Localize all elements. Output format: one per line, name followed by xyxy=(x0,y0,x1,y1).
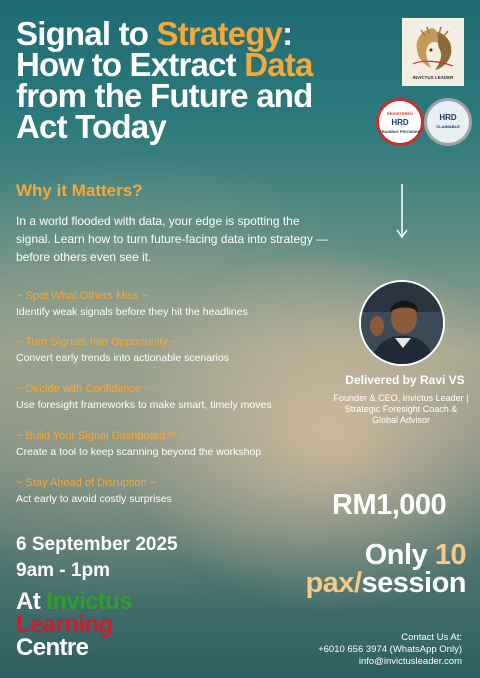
title-line2-a: How to Extract xyxy=(16,46,245,83)
logo-brand-text: INVICTUS LEADER xyxy=(412,75,454,80)
speaker-portrait-icon xyxy=(361,282,443,364)
title-line1-a: Signal to xyxy=(16,15,157,52)
venue-invictus: Invictus xyxy=(46,588,133,615)
badge1-sub-text: TRAINING PROVIDER xyxy=(379,128,421,134)
pax-count: 10 xyxy=(434,539,466,571)
bullet-title-3: ~ Decide with Confidence ~ xyxy=(16,383,151,395)
bullet-text-3: Use foresight frameworks to make smart, timely moves xyxy=(16,399,272,411)
hrd-claimable-badge xyxy=(424,98,472,146)
event-title xyxy=(16,15,376,145)
intro-paragraph: In a world flooded with data, your edge is spotting the signal. Learn how to turn future-facing data into strategy — before others even see it. xyxy=(16,214,329,264)
contact-email: info@invictusleader.com xyxy=(358,656,462,667)
invictus-leader-logo xyxy=(402,18,464,86)
why-heading: Why it Matters? xyxy=(16,181,143,200)
down-arrow-icon xyxy=(394,184,410,240)
speaker-role: Founder & CEO, Invictus Leader | Strategic Foresight Coach & Global Advisor xyxy=(333,393,469,425)
bullet-title-2: ~ Turn Signals Into Opportunity ~ xyxy=(16,336,178,348)
badge1-ring-text: REGISTERED xyxy=(386,110,413,116)
title-highlight-data: Data xyxy=(244,46,313,83)
speaker-photo xyxy=(359,280,445,366)
pax-session: session xyxy=(361,567,466,599)
bullet-text-4: Create a tool to keep scanning beyond the workshop xyxy=(16,446,262,458)
title-highlight-strategy: Strategy xyxy=(156,15,283,52)
bullet-text-2: Convert early trends into actionable scenarios xyxy=(16,352,230,364)
lion-icon xyxy=(407,24,459,74)
bullet-title-5: ~ Stay Ahead of Disruption ~ xyxy=(16,477,157,489)
contact-block xyxy=(262,632,462,668)
title-line4: Act Today xyxy=(16,108,166,145)
pax-label: pax/ xyxy=(305,567,362,599)
badge1-mid-text: HRD xyxy=(391,117,409,127)
title-line1-c: : xyxy=(282,15,293,52)
badge2-sub-text: CLAIMABLE xyxy=(436,124,460,129)
event-date: 6 September 2025 xyxy=(16,534,178,555)
hrd-registered-badge xyxy=(376,98,424,146)
pax-only: Only xyxy=(364,539,435,571)
venue-learning: Learning xyxy=(16,611,113,638)
event-venue xyxy=(16,590,132,659)
contact-heading: Contact Us At: xyxy=(401,632,462,643)
bullet-text-5: Act early to avoid costly surprises xyxy=(16,493,172,505)
event-time: 9am - 1pm xyxy=(16,560,110,581)
venue-centre: Centre xyxy=(16,634,89,661)
title-line3: from the Future and xyxy=(16,77,313,114)
bullet-title-1: ~ Spot What Others Miss ~ xyxy=(16,290,149,302)
contact-phone: +6010 656 3974 (WhatsApp Only) xyxy=(318,644,462,655)
pax-per-session xyxy=(292,541,466,597)
delivered-by: Delivered by Ravi VS xyxy=(345,373,465,387)
venue-at: At xyxy=(16,588,47,615)
badge2-mid-text: HRD xyxy=(439,113,457,122)
price: RM1,000 xyxy=(332,489,447,521)
bullet-text-1: Identify weak signals before they hit the headlines xyxy=(16,306,248,318)
bullet-title-4: ~ Build Your Signal Dashboard™ ~ xyxy=(16,430,187,442)
